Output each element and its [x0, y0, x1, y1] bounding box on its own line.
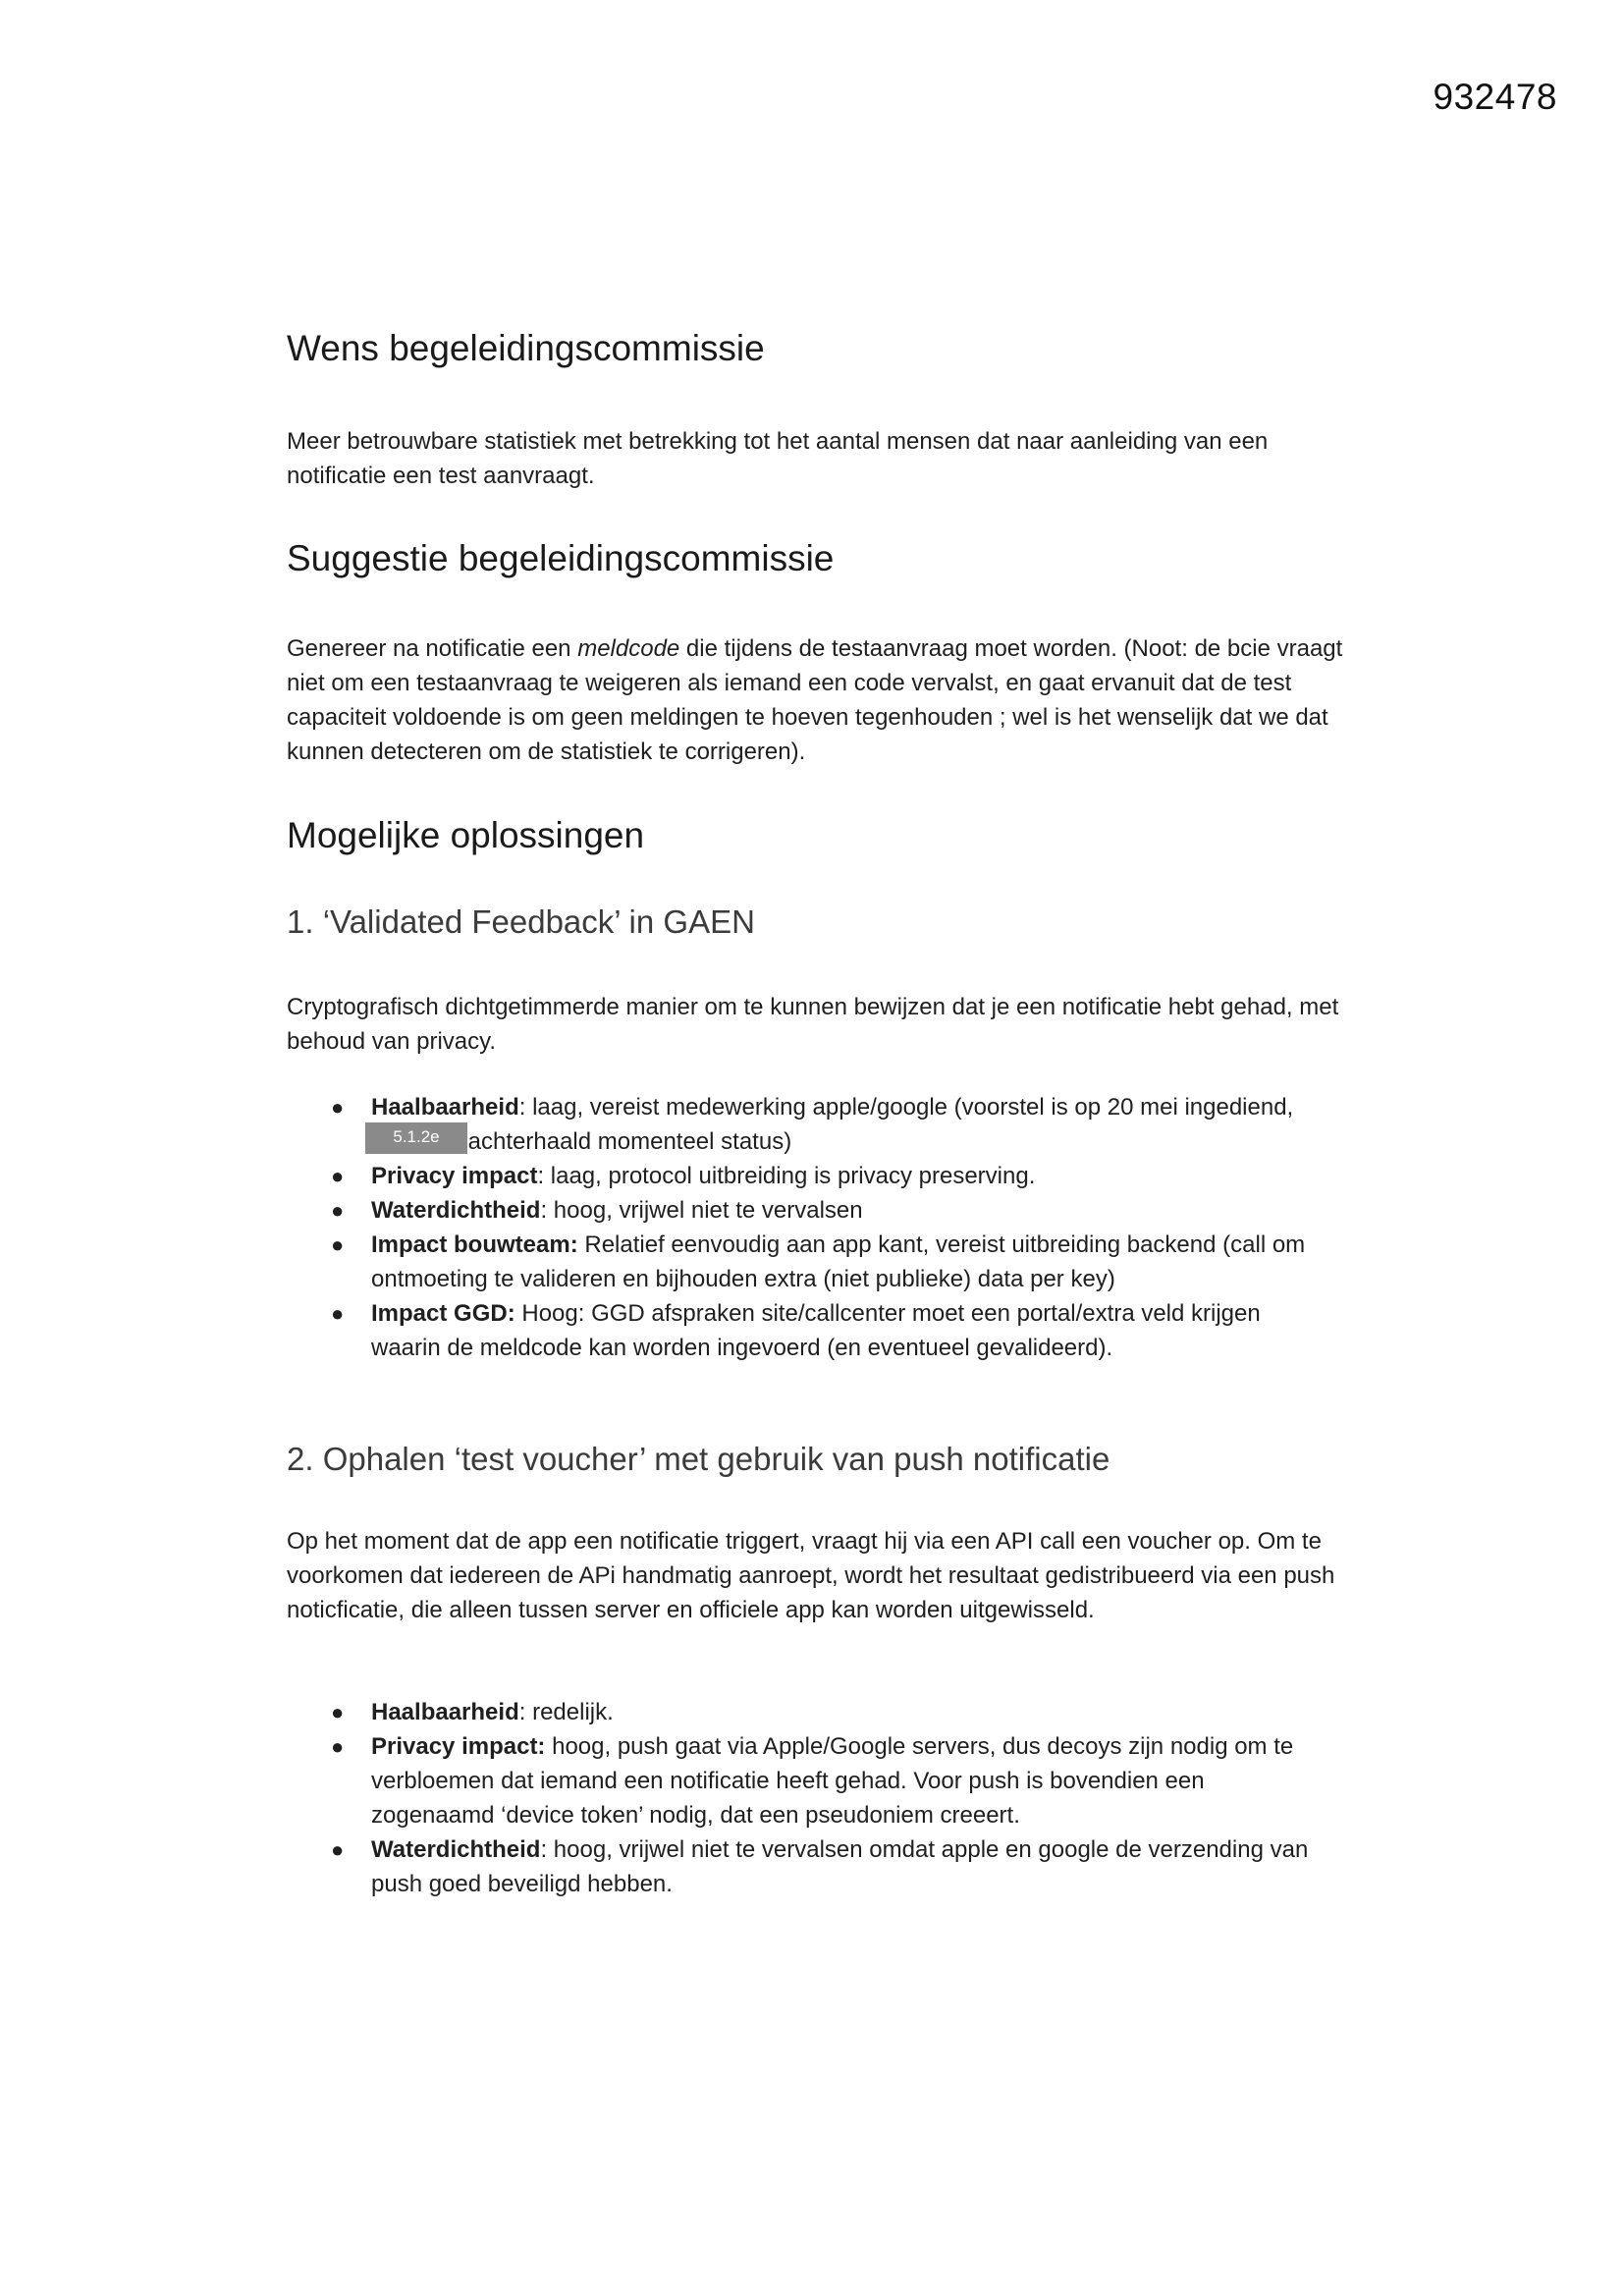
paragraph-option1: Cryptografisch dichtgetimmerde manier om te kunnen bewijzen dat je een notificatie hebt gehad, met behoud van privacy.	[287, 994, 1339, 1055]
bullet-text: laag, protocol uitbreiding is privacy preserving.	[550, 1163, 1036, 1189]
bullet-separator: :	[540, 1836, 554, 1863]
bullet-separator: :	[518, 1094, 533, 1121]
bullet-icon: ●	[331, 1095, 345, 1120]
bullet-list-option2	[287, 1695, 1327, 1901]
bullet-icon: ●	[331, 1734, 345, 1759]
bullet-text: hoog, vrijwel niet te vervalsen	[553, 1197, 863, 1224]
bullet-text: hoog, push gaat via Apple/Google servers, dus decoys zijn nodig om te verbloemen dat iemand een notificatie heeft gehad. Voor push is bovendien een zogenaamd ‘device token’ nodig, dat een pseudoniem creeert.	[371, 1733, 1294, 1829]
heading-suggestie: Suggestie begeleidingscommissie	[287, 538, 835, 578]
bullet-text: laag, vereist medewerking apple/google (voorstel is op 20 mei ingediend,	[532, 1094, 1294, 1121]
list-item	[287, 1228, 1327, 1296]
paragraph-suggestie	[287, 631, 1357, 769]
list-item	[287, 1729, 1327, 1832]
bullet-text: Relatief eenvoudig aan app kant, vereist uitbreiding backend (call om ontmoeting te valideren en bijhouden extra (niet publieke) data per key)	[371, 1231, 1306, 1292]
suggestie-text-2: die tijdens de testaanvraag moet worden. (Noot: de bcie vraagt niet om een testaanvraag te weigeren als iemand een code vervalst, en gaat ervanuit dat de test capaciteit voldoende is om geen meldingen te hoeven tegenhouden ; wel is het wenselijk dat we dat kunnen detecteren om de statistiek te corrigeren).	[287, 635, 1343, 765]
bullet-icon: ●	[331, 1232, 345, 1257]
list-item	[287, 1695, 1327, 1729]
bullet-label: Privacy impact	[371, 1163, 538, 1189]
list-item	[287, 1090, 1327, 1159]
bullet-list-option1	[287, 1090, 1327, 1365]
bullet-icon: ●	[331, 1198, 345, 1223]
bullet-text: Hoog: GGD afspraken site/callcenter moet een portal/extra veld krijgen waarin de meldcode kan worden ingevoerd (en eventueel gevalideerd).	[371, 1300, 1261, 1361]
document-number: 932478	[1433, 77, 1557, 117]
heading-wens: Wens begeleidingscommissie	[287, 328, 765, 368]
bullet-label: Haalbaarheid	[371, 1699, 519, 1725]
bullet-icon: ●	[331, 1700, 345, 1724]
list-item	[287, 1832, 1327, 1901]
bullet-label: Impact bouwteam:	[371, 1231, 578, 1258]
list-item	[287, 1193, 1327, 1228]
bullet-text: achterhaald momenteel status)	[467, 1128, 792, 1155]
bullet-label: Waterdichtheid	[371, 1197, 541, 1224]
bullet-label: Waterdichtheid	[371, 1836, 541, 1863]
bullet-icon: ●	[331, 1301, 345, 1326]
bullet-icon: ●	[331, 1164, 345, 1188]
bullet-label: Impact GGD:	[371, 1300, 515, 1327]
paragraph-option2: Op het moment dat de app een notificatie triggert, vraagt hij via een API call een voucher op. Om te voorkomen dat iedereen de APi handmatig aanroept, wordt het resultaat gedistribueerd via een push noticficatie, die alleen tussen server en officiele app kan worden uitgewisseld.	[287, 1528, 1335, 1623]
bullet-label: Privacy impact:	[371, 1733, 546, 1760]
bullet-separator: :	[537, 1163, 551, 1189]
heading-oplossingen: Mogelijke oplossingen	[287, 815, 645, 855]
list-item	[287, 1159, 1327, 1193]
heading-option2: 2. Ophalen ‘test voucher’ met gebruik van push notificatie	[287, 1441, 1110, 1477]
suggestie-emphasis: meldcode	[577, 635, 680, 662]
bullet-icon: ●	[331, 1837, 345, 1862]
bullet-separator: :	[518, 1699, 533, 1725]
paragraph-wens: Meer betrouwbare statistiek met betrekking tot het aantal mensen dat naar aanleiding van een notificatie een test aanvraagt.	[287, 428, 1269, 489]
suggestie-text-1: Genereer na notificatie een	[287, 635, 578, 662]
list-item	[287, 1296, 1327, 1365]
heading-option1: 1. ‘Validated Feedback’ in GAEN	[287, 903, 755, 940]
bullet-text: hoog, vrijwel niet te vervalsen omdat apple en google de verzending van push goed beveiligd hebben.	[371, 1836, 1309, 1897]
bullet-label: Haalbaarheid	[371, 1094, 519, 1121]
bullet-separator: :	[540, 1197, 554, 1224]
bullet-text: redelijk.	[532, 1699, 614, 1725]
redaction-box: 5.1.2e	[365, 1122, 467, 1154]
